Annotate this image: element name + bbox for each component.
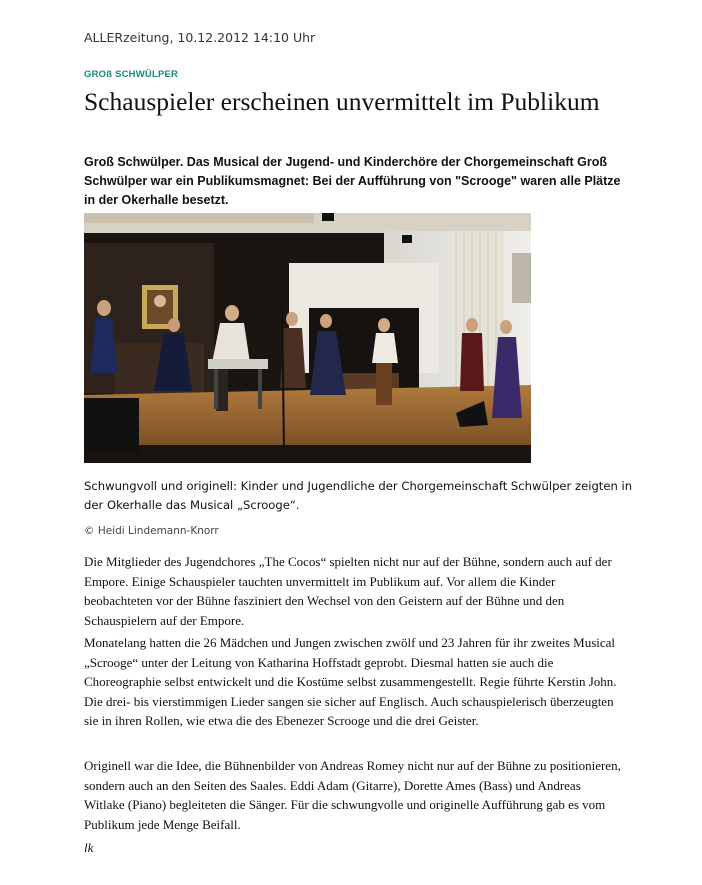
body-paragraph: Monatelang hatten die 26 Mädchen und Jungen zwischen zwölf und 23 Jahren für ihr zweites Musical „Scrooge“ unter der Leitung von Katharina Hoffstadt geprobt. Diesmal hatten sie auch die Choreographie selbst entwickelt und die Kostüme selbst zusammengestellt. Regie führte Kerstin John. Die drei- bis vierstimmigen Lieder sangen sie sicher auf Englisch. Auch schauspielerisch überzeugten sie in ihren Rollen, wie etwa die des Ebenezer Scrooge und die drei Geister. [84, 635, 617, 728]
body-paragraph: Originell war die Idee, die Bühnenbilder von Andreas Romey nicht nur auf der Bühne zu positionieren, sondern auch an den Seiten des Saales. Eddi Adam (Gitarre), Dorette Ames (Bass) und Andreas Witlake (Piano) begleiteten die Sänger. Für die schwungvolle und originelle Aufführung gab es vom Publikum jede Menge Beifall. [84, 758, 621, 832]
article-headline: Schauspieler erscheinen unvermittelt im Publikum [84, 87, 600, 116]
article-lead: Groß Schwülper. Das Musical der Jugend- und Kinderchöre der Chorgemeinschaft Groß Schwülper war ein Publikumsmagnet: Bei der Aufführung von "Scrooge" waren alle Plätze in der Okerhalle besetzt. [84, 155, 621, 207]
author-initials: lk [84, 840, 94, 855]
stage-photo-illustration [84, 213, 531, 463]
photo-caption: Schwungvoll und originell: Kinder und Jugendliche der Chorgemeinschaft Schwülper zeigten in der Okerhalle das Musical „Scrooge“. [84, 479, 633, 512]
source-line: ALLERzeitung, 10.12.2012 14:10 Uhr [84, 30, 316, 45]
photo-credit: © Heidi Lindemann-Knorr [84, 525, 219, 537]
body-paragraph: Die Mitglieder des Jugendchores „The Cocos“ spielten nicht nur auf der Bühne, sondern auch auf der Empore. Einige Schauspieler tauchten unvermittelt im Publikum auf. Vor allem die Kinder beobachteten vor der Bühne fasziniert den Wechsel von den Geistern auf der Bühne und den Schauspielern auf der Empore. [84, 554, 612, 628]
article-kicker: GROß SCHWÜLPER [84, 69, 179, 80]
article-photo [84, 213, 531, 463]
